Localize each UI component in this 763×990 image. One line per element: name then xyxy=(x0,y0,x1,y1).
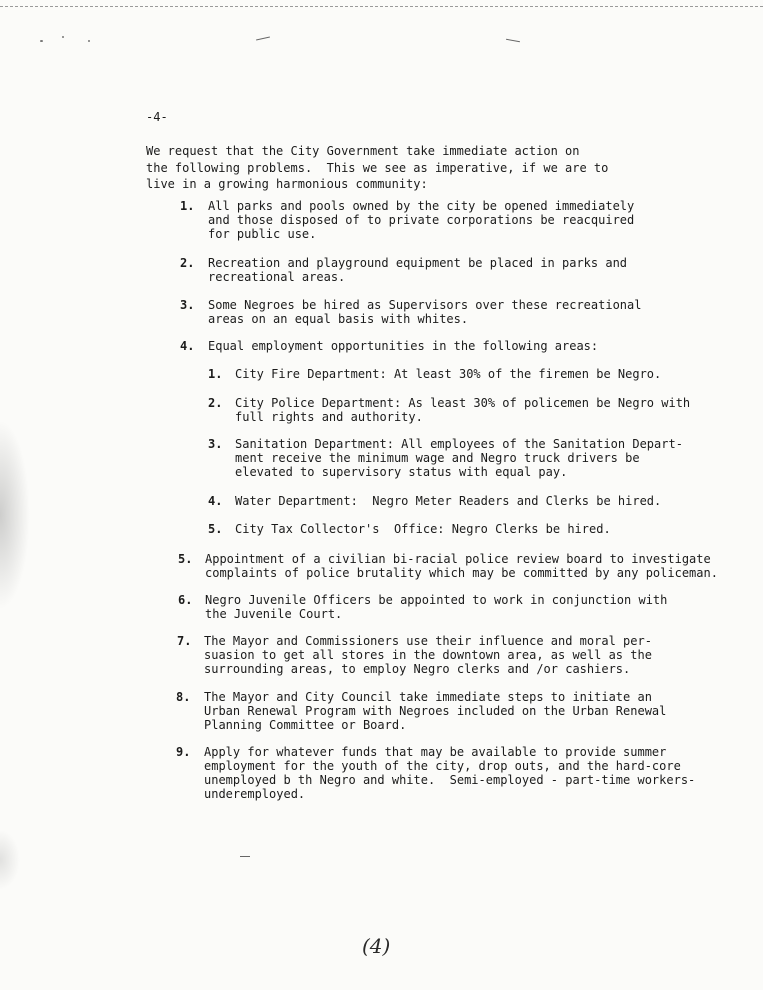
scan-speck xyxy=(88,40,90,42)
item-text: The Mayor and City Council take immediate steps to initiate an Urban Renewal Program with Negroes included on the Urban Renewal Planning Committee or Board. xyxy=(204,690,667,732)
item-text: Equal employment opportunities in the following areas: xyxy=(208,339,599,353)
subitem-number: 3. xyxy=(208,437,223,451)
scan-mark xyxy=(256,37,270,41)
subitem-number: 5. xyxy=(208,522,223,536)
scan-shadow-left xyxy=(0,830,20,890)
item-number: 3. xyxy=(180,298,195,312)
item-number: 6. xyxy=(178,593,193,607)
item-text: Recreation and playground equipment be placed in parks and recreational areas. xyxy=(208,256,628,284)
item-text: All parks and pools owned by the city be opened immediately and those disposed of to private corporations be reacquired for public use. xyxy=(208,199,635,241)
subitem-number: 4. xyxy=(208,494,223,508)
item-text: Some Negroes be hired as Supervisors over these recreational areas on an equal basis with whites. xyxy=(208,298,642,326)
item-text: Apply for whatever funds that may be available to provide summer employment for the youth of the city, drop outs, and the hard-core unemployed b th Negro and white. Semi-employed - part-time workers- underemployed. xyxy=(204,745,696,801)
subitem-number: 1. xyxy=(208,367,223,381)
scan-mark xyxy=(506,39,520,42)
item-number: 1. xyxy=(180,199,195,213)
item-number: 7. xyxy=(177,634,192,648)
subitem-text: Water Department: Negro Meter Readers and Clerks be hired. xyxy=(235,494,662,508)
item-number: 2. xyxy=(180,256,195,270)
page-marker: -4- xyxy=(146,110,168,124)
subitem-text: City Tax Collector's Office: Negro Clerks be hired. xyxy=(235,522,611,536)
intro-paragraph: We request that the City Government take immediate action on the following problems. This we see as imperative, if we are to live in a growing harmonious community: xyxy=(146,144,609,191)
subitem-text: City Police Department: As least 30% of policemen be Negro with full rights and authority. xyxy=(235,396,691,424)
scan-top-edge xyxy=(0,6,763,7)
subitem-text: Sanitation Department: All employees of the Sanitation Depart- ment receive the minimum wage and Negro truck drivers be elevated to supervisory status with equal pay. xyxy=(235,437,683,479)
subitem-number: 2. xyxy=(208,396,223,410)
scan-shadow-left xyxy=(0,420,30,610)
scan-speck xyxy=(62,36,64,38)
item-text: Negro Juvenile Officers be appointed to work in conjunction with the Juvenile Court. xyxy=(205,593,668,621)
subitem-text: City Fire Department: At least 30% of the firemen be Negro. xyxy=(235,367,662,381)
item-number: 8. xyxy=(176,690,191,704)
scan-speck xyxy=(40,40,43,42)
item-text: The Mayor and Commissioners use their influence and moral per- suasion to get all stores in the downtown area, as well as the surrounding areas, to employ Negro clerks and /or cashiers. xyxy=(204,634,652,676)
item-number: 5. xyxy=(178,552,193,566)
handwritten-page-number: (4) xyxy=(362,934,391,958)
item-text: Appointment of a civilian bi-racial police review board to investigate complaints of police brutality which may be committed by any policeman. xyxy=(205,552,718,580)
item-number: 9. xyxy=(176,745,191,759)
item-number: 4. xyxy=(180,339,195,353)
scan-mark xyxy=(240,856,250,857)
